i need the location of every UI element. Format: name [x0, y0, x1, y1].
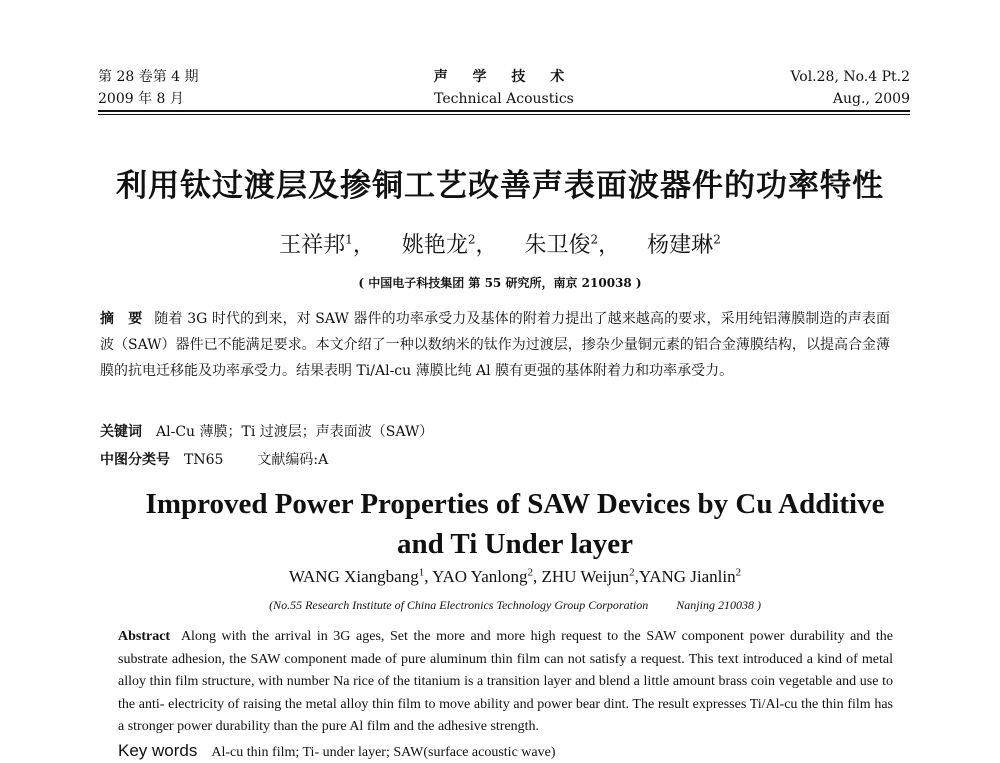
affiliation-cn: ( 中国电子科技集团 第 55 研究所，南京 210038 ): [358, 276, 642, 290]
paper-title-en-line2: and Ti Under layer: [396, 528, 634, 560]
author-list-cn: [0, 228, 1000, 259]
author-cn: 姚艳龙$^2$，: [401, 232, 498, 258]
keywords-text-cn: Al-Cu 薄膜；Ti 过渡层；声表面波（SAW）: [156, 424, 434, 440]
author-en: YAO Yanlong$^2$,: [432, 566, 542, 586]
journal-name-cn: 声 学 技 术: [433, 69, 575, 85]
abstract-label-cn: 摘 要: [100, 311, 143, 327]
issue-date: 2009 年 8 月: [98, 91, 184, 107]
author-cn: 杨建琳$^2$: [647, 232, 721, 258]
affiliation-en: [0, 598, 1000, 613]
journal-name-en: Technical Acoustics: [434, 91, 574, 107]
author-en: ZHU Weijun$^2$,: [541, 566, 639, 586]
header-rule-thick: [98, 110, 910, 112]
paper-title-en: [0, 484, 1000, 564]
header-rule-thin: [98, 114, 910, 115]
keywords-cn: [100, 421, 433, 443]
volume-info-en: [790, 66, 910, 110]
affiliation-city-en: Nanjing 210038 ): [676, 598, 761, 612]
keywords-label-cn: 关键词: [100, 424, 142, 440]
paper-title-cn: 利用钛过渡层及掺铜工艺改善声表面波器件的功率特性: [116, 168, 884, 204]
classification-value: TN65: [184, 452, 224, 468]
affiliation-institute-en: (No.55 Research Institute of China Electronics Technology Group Corporation: [269, 598, 649, 612]
author-cn: 王祥邦$^1$，: [279, 232, 375, 258]
abstract-en: [118, 626, 893, 739]
author-cn: 朱卫俊$^2$，: [524, 232, 621, 258]
keywords-label-en: Key words: [118, 741, 198, 760]
volume-issue-en: Vol.28, No.4 Pt.2: [790, 69, 910, 85]
classification-line: [100, 449, 328, 471]
abstract-text-cn: 随着 3G 时代的到来，对 SAW 器件的功率承受力及基体的附着力提出了越来越高的要求，采用纯铝薄膜制造的声表面波（SAW）器件已不能满足要求。本文介绍了一种以数纳米的钛作为过渡层，掺杂少量铜元素的铝合金薄膜结构，以提高合金薄膜的抗电迁移能及功率承受力。结果表明 Ti/Al-cu 薄膜比纯 Al 膜有更强的基体附着力和功率承受力。: [100, 311, 890, 379]
author-en: WANG Xiangbang$^1$,: [288, 566, 433, 586]
journal-header: [98, 66, 910, 114]
abstract-text-en: Along with the arrival in 3G ages, Set the more and more high request to the SAW component power durability and the substrate adhesion, the SAW component made of pure aluminum thin film can not satisfy a request. This text introduced a kind of metal alloy thin film structure, with number Na rice of the titanium is a transition layer and blend a little amount brass coin vegetable and use to the anti- electricity of raising the metal alloy thin film to move ability and power bear dint. The result expresses Ti/Al-cu the thin film has a stronger power durability than the pure Al film and the adhesive strength.: [118, 629, 893, 735]
classification-label: 中图分类号: [100, 452, 170, 468]
author-list-en: [0, 566, 1000, 587]
volume-issue: 第 28 卷第 4 期: [98, 69, 199, 85]
abstract-cn: [100, 306, 890, 384]
document-code: 文献编码:A: [257, 452, 329, 468]
issue-date-en: Aug., 2009: [832, 91, 910, 107]
journal-name: [98, 66, 910, 110]
keywords-text-en: Al-cu thin film; Ti- under layer; SAW(surface acoustic wave): [211, 745, 556, 760]
abstract-label-en: Abstract: [118, 629, 171, 644]
author-en: YANG Jianlin$^2$: [638, 566, 742, 586]
paper-title-en-line1: Improved Power Properties of SAW Devices by Cu Additive: [145, 488, 885, 520]
